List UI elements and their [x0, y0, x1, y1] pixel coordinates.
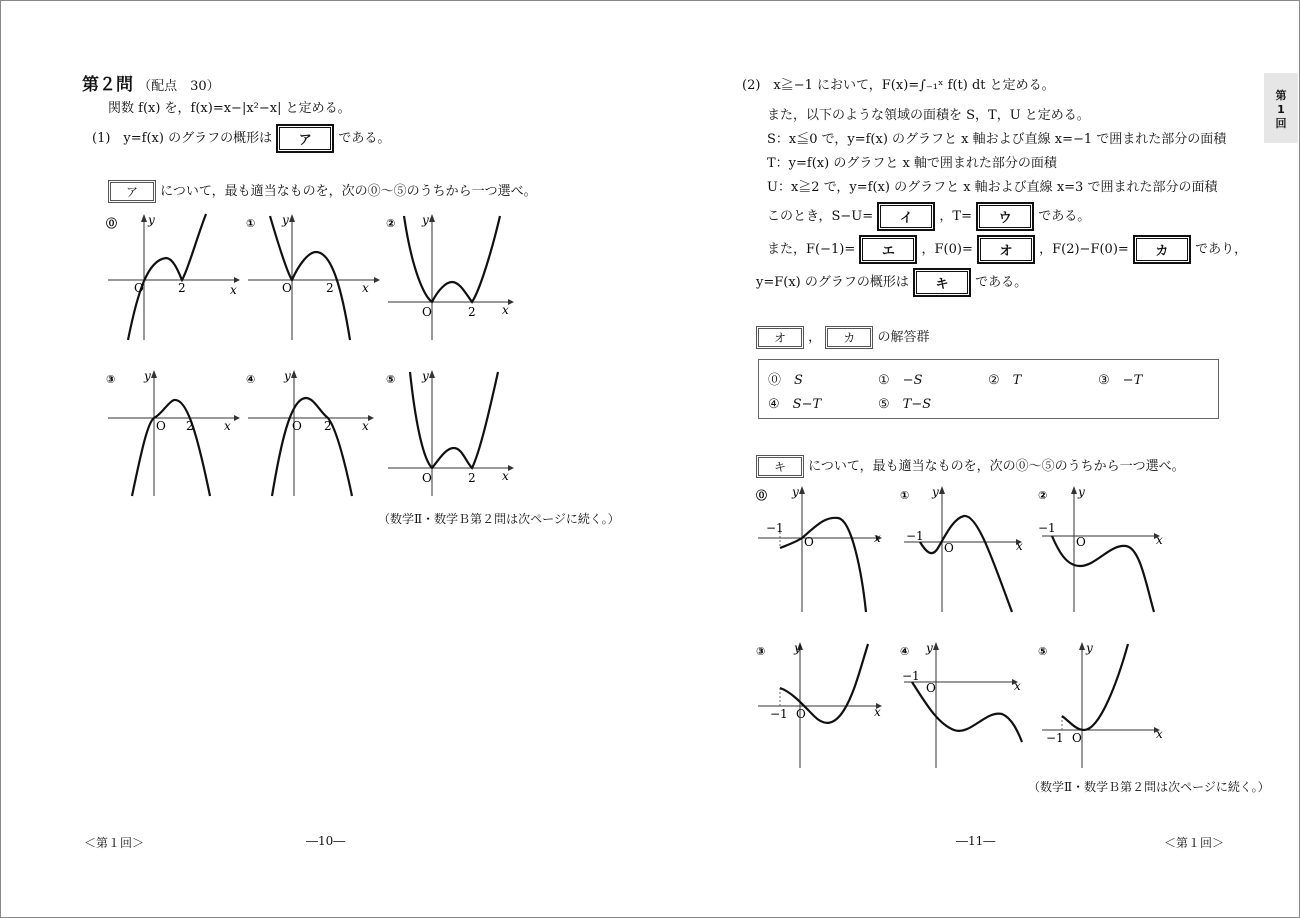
svg-text:x: x [1014, 679, 1021, 693]
graph-right-1 [898, 484, 1038, 619]
svg-text:②: ② [386, 217, 396, 230]
svg-text:O: O [134, 281, 144, 295]
svg-text:−1: −1 [906, 529, 924, 543]
answer-choice-2[interactable]: ② T [988, 373, 1022, 388]
svg-text:④: ④ [900, 645, 910, 658]
svg-text:②: ② [1038, 489, 1048, 502]
answer-box-ka[interactable]: カ [1133, 235, 1191, 264]
svg-text:O: O [796, 707, 806, 721]
svg-text:x: x [502, 303, 509, 317]
line-yF: y=F(x) のグラフの概形は キ である。 [756, 268, 1027, 297]
continue-note-left: （数学Ⅱ・数学Ｂ第２問は次ページに続く。） [378, 512, 620, 526]
svg-text:④: ④ [246, 373, 256, 386]
svg-text:y: y [932, 485, 939, 499]
graph-right-3 [752, 640, 892, 775]
svg-text:O: O [282, 281, 292, 295]
ref-box-ka: カ [825, 326, 873, 349]
answer-box-ki[interactable]: キ [913, 268, 971, 297]
graph-label: ⓪ [106, 217, 117, 230]
svg-text:x: x [1156, 533, 1163, 547]
svg-text:③: ③ [756, 645, 766, 658]
ref-box-o: オ [756, 326, 804, 349]
answer-box-u[interactable]: ウ [976, 202, 1034, 231]
svg-text:y: y [282, 213, 289, 227]
answer-choice-4[interactable]: ④ S−T [768, 397, 822, 412]
svg-text:−1: −1 [770, 707, 788, 721]
svg-text:O: O [926, 681, 936, 695]
graph-left-3 [100, 368, 240, 503]
svg-text:2: 2 [324, 419, 332, 433]
graph-right-0 [752, 484, 892, 619]
svg-text:−1: −1 [1046, 731, 1064, 745]
footer-left: ＜第１回＞ [84, 836, 145, 850]
ref-box-ki: キ [756, 455, 804, 478]
svg-text:y: y [284, 369, 291, 383]
svg-text:y: y [1086, 641, 1093, 655]
graph-left-1 [240, 210, 380, 345]
svg-text:O: O [1072, 731, 1082, 745]
answer-box-i[interactable]: イ [877, 202, 935, 231]
line-mata: また，F(−1)= エ ，F(0)= オ ，F(2)−F(0)= カ であり， [767, 235, 1247, 264]
graph-left-4 [240, 368, 380, 503]
graph-left-0 [100, 210, 240, 345]
svg-text:x: x [1156, 727, 1163, 741]
svg-text:y: y [1078, 485, 1085, 499]
svg-text:x: x [362, 419, 369, 433]
problem-heading [82, 70, 220, 95]
continue-note-right: （数学Ⅱ・数学Ｂ第２問は次ページに続く。） [1028, 780, 1270, 794]
q1-line [92, 124, 390, 153]
svg-text:O: O [944, 541, 954, 555]
answer-choice-5[interactable]: ⑤ T−S [878, 397, 932, 412]
svg-text:2: 2 [186, 419, 194, 433]
svg-text:2: 2 [326, 281, 334, 295]
answer-box-e[interactable]: エ [859, 235, 917, 264]
answer-box-o[interactable]: オ [977, 235, 1035, 264]
graph-left-2 [380, 210, 520, 345]
svg-text:x: x [874, 531, 881, 545]
svg-text:O: O [804, 535, 814, 549]
svg-text:⓪: ⓪ [756, 489, 767, 502]
line-t: T：y=f(x) のグラフと x 軸で囲まれた部分の面積 [767, 156, 1057, 171]
footer-right: ＜第１回＞ [1164, 836, 1225, 850]
svg-text:y: y [422, 213, 429, 227]
page-number-right: ―11― [956, 834, 996, 848]
graph-right-2 [1036, 484, 1176, 619]
svg-text:−1: −1 [766, 521, 784, 535]
answer-choice-0[interactable]: ⓪ S [768, 373, 803, 388]
intro-text: 関数 f(x) を，f(x)=x−|x²−x| と定める。 [108, 101, 351, 116]
choose-line-left [108, 180, 537, 203]
svg-text:−1: −1 [1038, 521, 1056, 535]
svg-text:x: x [1016, 539, 1023, 553]
svg-text:y: y [422, 369, 429, 383]
svg-text:y: y [926, 641, 933, 655]
q2-intro: (2) x≧−1 において，F(x)=∫₋₁ˣ f(t) dt と定める。 [742, 78, 1055, 93]
heading-points: （配点 30） [138, 79, 220, 94]
graph-right-4 [898, 640, 1038, 775]
ref-box-a: ア [108, 180, 156, 203]
choose-text-right: について，最も適当なものを，次の⓪～⑤のうちから一つ選べ。 [808, 459, 1185, 474]
svg-text:2: 2 [468, 471, 476, 485]
line-s: S：x≦0 で，y=f(x) のグラフと x 軸および直線 x=−1 で囲まれた部分の面積 [767, 132, 1227, 147]
svg-text:x: x [874, 705, 881, 719]
svg-text:③: ③ [106, 373, 116, 386]
choose-line-right [756, 455, 1185, 478]
answer-group [758, 359, 1219, 419]
svg-text:①: ① [246, 217, 256, 230]
svg-text:O: O [156, 419, 166, 433]
svg-text:⑤: ⑤ [1038, 645, 1048, 658]
q1-text: (1) y=f(x) のグラフの概形は [92, 131, 273, 146]
line-area: また，以下のような領域の面積を S，T，U と定める。 [767, 108, 1090, 123]
svg-text:y: y [144, 369, 151, 383]
graph-right-5 [1036, 640, 1176, 775]
svg-text:2: 2 [468, 305, 476, 319]
svg-text:−1: −1 [902, 669, 920, 683]
svg-text:①: ① [900, 489, 910, 502]
side-tab: 第 1 回 [1264, 73, 1298, 143]
answer-group-title: オ ， カ の解答群 [756, 326, 929, 349]
svg-text:y: y [794, 641, 801, 655]
svg-text:x: x [230, 283, 237, 297]
answer-box-a[interactable]: ア [276, 124, 334, 153]
answer-choice-1[interactable]: ① −S [878, 373, 923, 388]
answer-choice-3[interactable]: ③ −T [1098, 373, 1143, 388]
choose-text-left: について，最も適当なものを，次の⓪～⑤のうちから一つ選べ。 [160, 184, 537, 199]
heading-main: 第２問 [82, 75, 133, 95]
svg-text:⑤: ⑤ [386, 373, 396, 386]
svg-text:x: x [502, 469, 509, 483]
svg-text:O: O [422, 305, 432, 319]
svg-text:y: y [792, 485, 799, 499]
q1-tail: である。 [338, 131, 391, 146]
graph-left-5 [380, 368, 520, 503]
svg-text:x: x [362, 281, 369, 295]
line-u: U：x≧2 で，y=f(x) のグラフと x 軸および直線 x=3 で囲まれた部分の面積 [767, 180, 1218, 195]
svg-text:2: 2 [178, 281, 186, 295]
svg-text:O: O [1076, 535, 1086, 549]
svg-text:y: y [148, 213, 155, 227]
line-konotoki: このとき，S−U= イ ，T= ウ である。 [767, 202, 1090, 231]
svg-text:x: x [224, 419, 231, 433]
svg-text:O: O [422, 471, 432, 485]
page-number-left: ―10― [306, 834, 346, 848]
svg-text:O: O [292, 419, 302, 433]
